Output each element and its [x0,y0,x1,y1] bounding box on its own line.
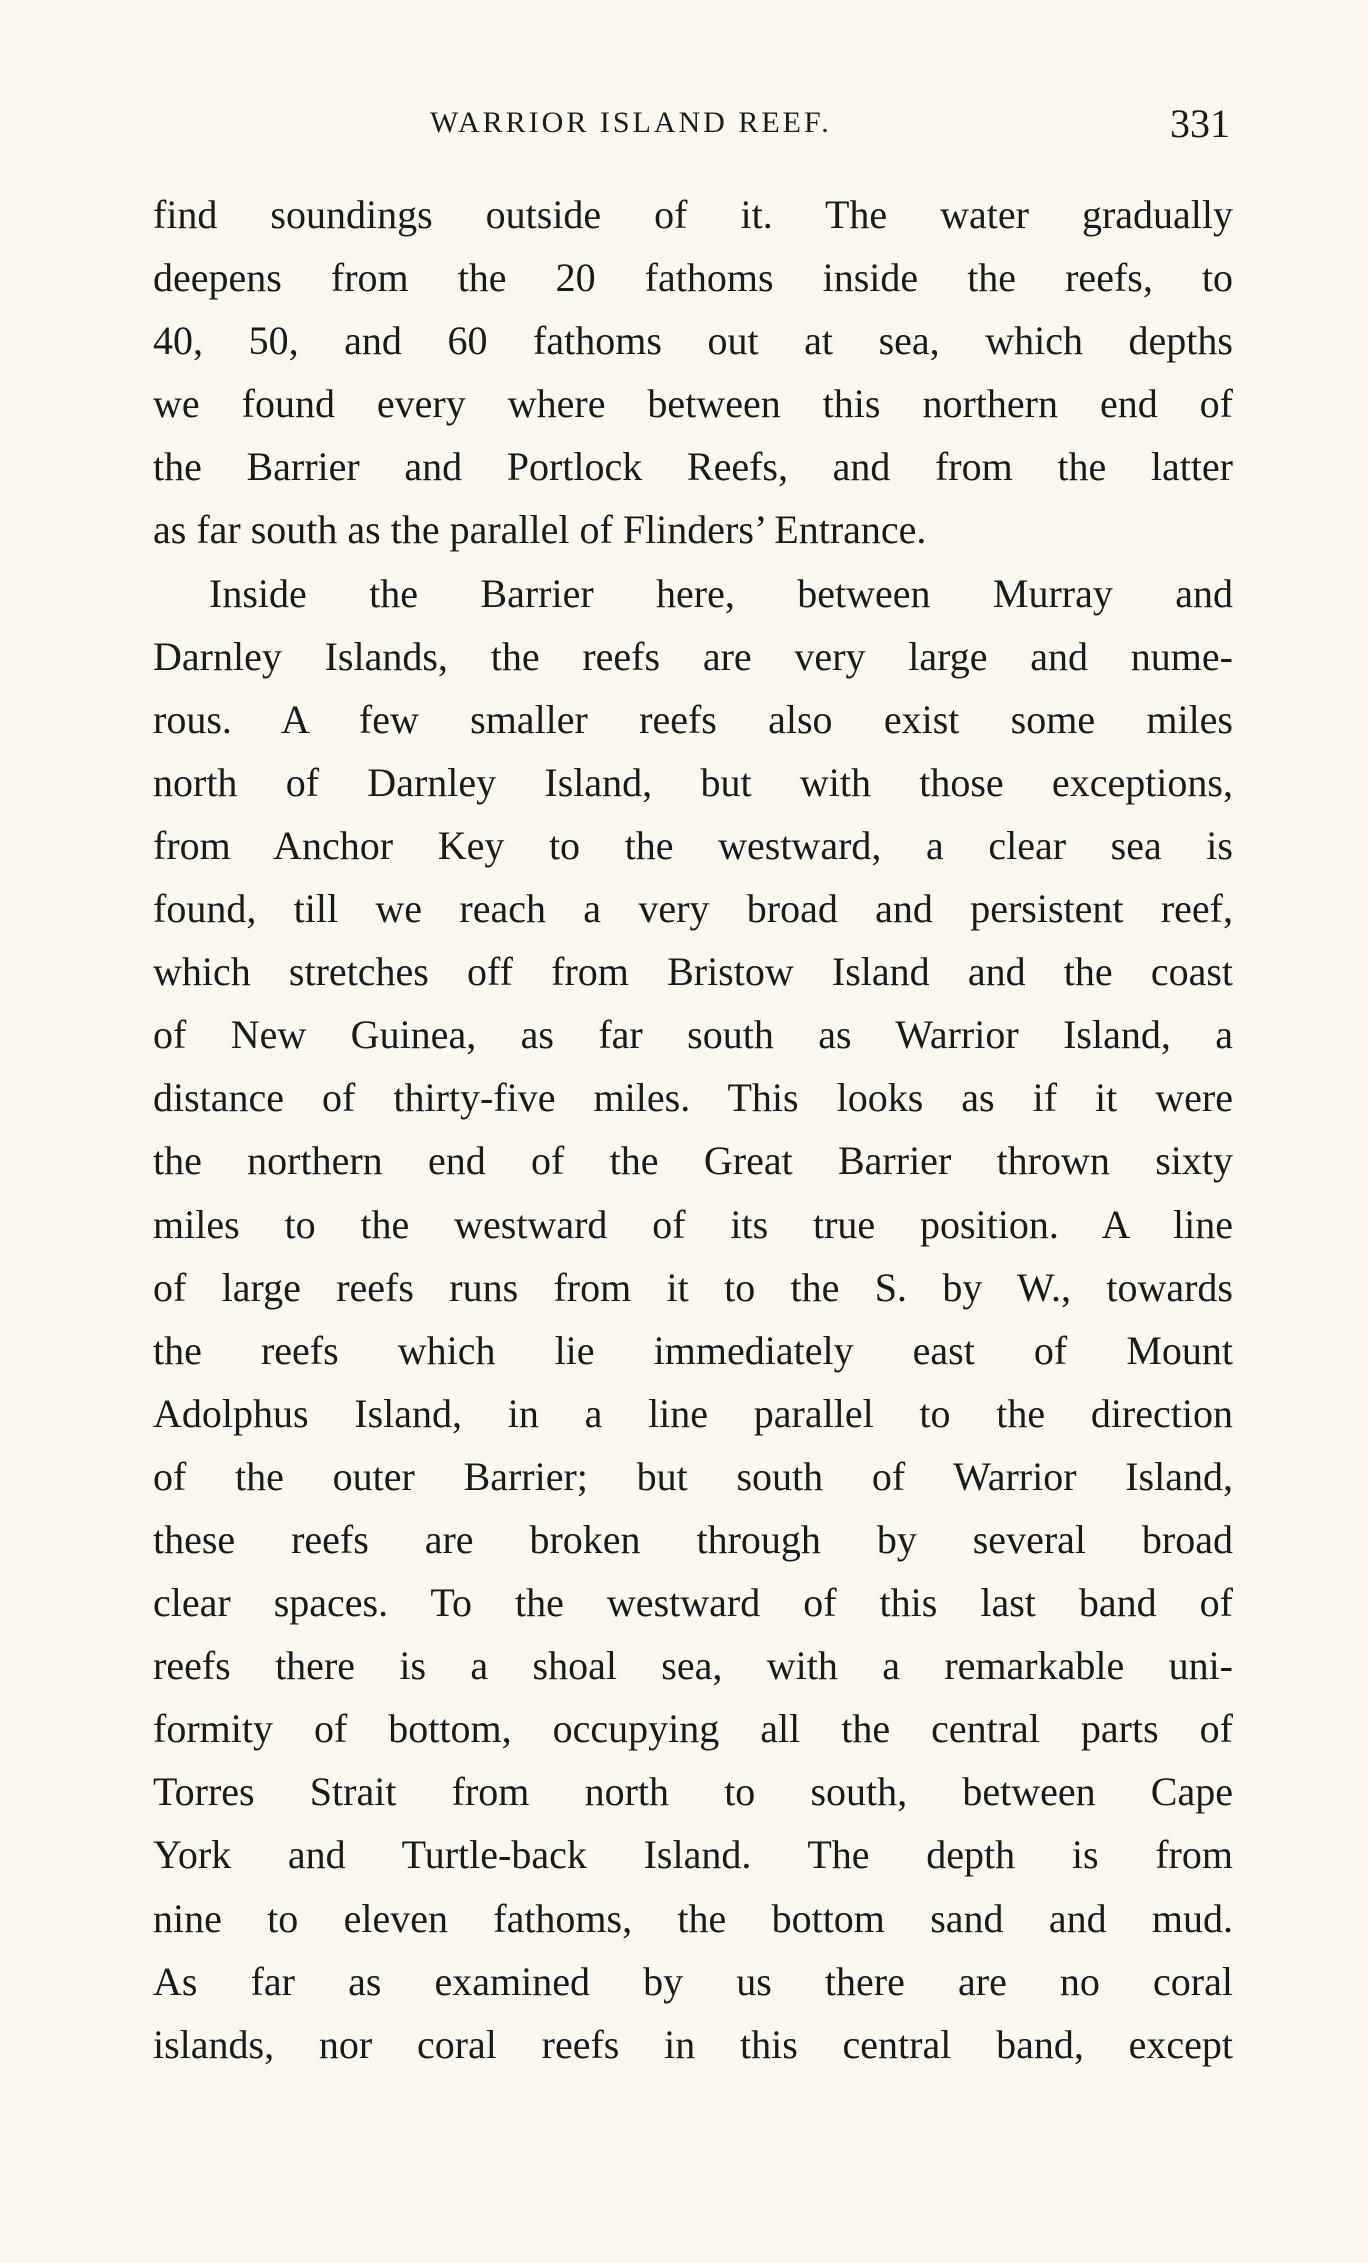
text-line: islands, nor coral reefs in this central band, except [153,2021,1233,2067]
text-line: the reefs which lie immediately east of Mount [153,1327,1233,1373]
text-line: the Barrier and Portlock Reefs, and from the latter [153,444,1233,490]
text-line: clear spaces. To the westward of this last band of [153,1580,1233,1626]
text-line: As far as examined by us there are no coral [153,1958,1233,2004]
text-line: we found every where between this northern end of [153,381,1233,427]
text-line: Adolphus Island, in a line parallel to the direction [153,1390,1233,1436]
text-line: of New Guinea, as far south as Warrior Island, a [153,1012,1233,1058]
running-head [0,100,1368,150]
text-line: York and Turtle-back Island. The depth is from [153,1832,1233,1878]
page-number: 331 [1170,101,1230,146]
text-line: rous. A few smaller reefs also exist some miles [153,696,1233,742]
text-line: from Anchor Key to the westward, a clear sea is [153,822,1233,868]
text-line: nine to eleven fathoms, the bottom sand and mud. [153,1895,1233,1941]
text-line: found, till we reach a very broad and persistent reef, [153,886,1233,932]
body-text [153,183,1233,2076]
text-line: distance of thirty-five miles. This looks as if it were [153,1075,1233,1121]
text-line: of large reefs runs from it to the S. by W., towards [153,1264,1233,1310]
text-line: Darnley Islands, the reefs are very large and nume- [153,633,1233,679]
running-title: WARRIOR ISLAND REEF. [430,106,832,139]
text-line: north of Darnley Island, but with those exceptions, [153,759,1233,805]
text-line: as far south as the parallel of Flinders’ Entrance. [153,507,927,553]
text-line: find soundings outside of it. The water gradually [153,192,1233,237]
text-line: which stretches off from Bristow Island and the coast [153,949,1233,995]
text-line: these reefs are broken through by several broad [153,1516,1233,1562]
text-line: of the outer Barrier; but south of Warrior Island, [153,1453,1233,1499]
text-line: reefs there is a shoal sea, with a remarkable uni- [153,1643,1233,1689]
paragraph-start-line: Inside the Barrier here, between Murray and [209,570,1233,616]
text-line: miles to the westward of its true position. A line [153,1201,1233,1247]
text-line: deepens from the 20 fathoms inside the reefs, to [153,255,1233,301]
text-line: Torres Strait from north to south, between Cape [153,1769,1233,1815]
text-line: formity of bottom, occupying all the central parts of [153,1706,1233,1752]
text-line: 40, 50, and 60 fathoms out at sea, which depths [153,318,1233,364]
text-line: the northern end of the Great Barrier thrown sixty [153,1138,1233,1184]
